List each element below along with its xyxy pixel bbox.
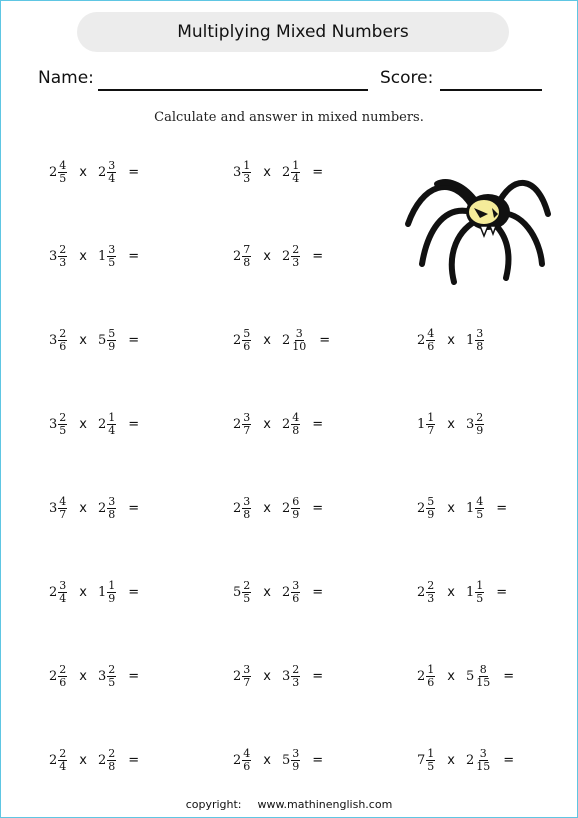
denominator: 4 xyxy=(292,171,300,185)
denominator: 8 xyxy=(108,759,116,773)
equals-sign: = xyxy=(312,248,324,264)
denominator: 4 xyxy=(108,423,116,437)
fraction xyxy=(426,580,435,605)
whole-part: 2 xyxy=(49,752,58,768)
whole-part: 7 xyxy=(417,752,426,768)
whole-part: 3 xyxy=(97,668,107,684)
problem-8 xyxy=(49,408,139,440)
numerator: 3 xyxy=(479,746,487,760)
denominator: 8 xyxy=(243,507,251,521)
fraction xyxy=(107,748,116,773)
denominator: 5 xyxy=(108,675,116,689)
mixed-number xyxy=(282,580,300,605)
whole-part: 2 xyxy=(281,332,291,348)
mixed-number xyxy=(466,496,484,521)
equals-sign: = xyxy=(319,332,331,348)
whole-part: 2 xyxy=(49,584,58,600)
equals-sign: = xyxy=(312,500,324,516)
equals-sign: = xyxy=(128,416,140,432)
fraction xyxy=(426,412,435,437)
problem-15 xyxy=(233,576,323,608)
numerator: 3 xyxy=(295,326,303,340)
multiply-sign: x xyxy=(79,584,87,600)
mixed-number xyxy=(98,412,116,437)
whole-part: 2 xyxy=(417,332,426,348)
numerator: 6 xyxy=(292,494,300,508)
numerator: 3 xyxy=(59,578,67,592)
mixed-number xyxy=(233,160,251,185)
denominator: 8 xyxy=(108,507,116,521)
multiply-sign: x xyxy=(263,668,271,684)
multiply-sign: x xyxy=(79,164,87,180)
denominator: 3 xyxy=(292,255,300,269)
mixed-number xyxy=(49,496,67,521)
whole-part: 5 xyxy=(233,584,242,600)
numerator: 2 xyxy=(59,662,67,676)
whole-part: 2 xyxy=(233,332,242,348)
numerator: 4 xyxy=(476,494,484,508)
whole-part: 2 xyxy=(97,164,107,180)
whole-part: 1 xyxy=(465,584,475,600)
denominator: 8 xyxy=(292,423,300,437)
whole-part: 2 xyxy=(417,500,426,516)
whole-part: 2 xyxy=(233,416,242,432)
numerator: 3 xyxy=(108,242,116,256)
equals-sign: = xyxy=(503,752,515,768)
numerator: 2 xyxy=(59,242,67,256)
mixed-number xyxy=(98,748,116,773)
equals-sign: = xyxy=(312,584,324,600)
fraction xyxy=(242,412,251,437)
whole-part: 3 xyxy=(281,668,291,684)
problem-12 xyxy=(233,492,323,524)
multiply-sign: x xyxy=(79,248,87,264)
fraction xyxy=(426,496,435,521)
numerator: 4 xyxy=(59,158,67,172)
fraction xyxy=(291,160,300,185)
score-label: Score: xyxy=(380,68,434,88)
fraction xyxy=(242,244,251,269)
numerator: 2 xyxy=(59,746,67,760)
mixed-number xyxy=(98,328,116,353)
whole-part: 5 xyxy=(97,332,107,348)
multiply-sign: x xyxy=(79,416,87,432)
fraction xyxy=(475,412,484,437)
whole-part: 3 xyxy=(49,500,58,516)
fraction xyxy=(426,328,435,353)
problem-4 xyxy=(233,240,323,272)
multiply-sign: x xyxy=(447,500,455,516)
numerator: 5 xyxy=(108,326,116,340)
numerator: 1 xyxy=(427,746,435,760)
denominator: 4 xyxy=(59,591,67,605)
equals-sign: = xyxy=(312,752,324,768)
whole-part: 2 xyxy=(465,752,475,768)
fraction xyxy=(107,496,116,521)
whole-part: 5 xyxy=(465,668,475,684)
mixed-number xyxy=(282,328,307,353)
mixed-number xyxy=(417,412,435,437)
denominator: 5 xyxy=(59,171,67,185)
whole-part: 2 xyxy=(49,668,58,684)
multiply-sign: x xyxy=(447,752,455,768)
multiply-sign: x xyxy=(79,668,87,684)
multiply-sign: x xyxy=(263,332,271,348)
numerator: 3 xyxy=(292,578,300,592)
fraction xyxy=(242,748,251,773)
problem-11 xyxy=(49,492,139,524)
problem-20 xyxy=(49,744,139,776)
multiply-sign: x xyxy=(263,248,271,264)
whole-part: 2 xyxy=(97,500,107,516)
spider-illustration xyxy=(402,164,552,288)
numerator: 5 xyxy=(427,494,435,508)
numerator: 1 xyxy=(476,578,484,592)
whole-part: 2 xyxy=(417,668,426,684)
fraction xyxy=(242,580,251,605)
mixed-number xyxy=(233,244,251,269)
denominator: 6 xyxy=(427,675,435,689)
fraction xyxy=(291,580,300,605)
denominator: 6 xyxy=(427,339,435,353)
denominator: 3 xyxy=(427,591,435,605)
numerator: 3 xyxy=(108,158,116,172)
whole-part: 2 xyxy=(97,416,107,432)
mixed-number xyxy=(98,160,116,185)
denominator: 5 xyxy=(476,507,484,521)
numerator: 2 xyxy=(108,662,116,676)
mixed-number xyxy=(282,244,300,269)
fraction xyxy=(475,496,484,521)
fraction xyxy=(107,580,116,605)
problem-6 xyxy=(233,324,330,356)
problem-22 xyxy=(417,744,514,776)
multiply-sign: x xyxy=(263,500,271,516)
whole-part: 1 xyxy=(465,500,475,516)
multiply-sign: x xyxy=(447,584,455,600)
mixed-number xyxy=(466,664,491,689)
numerator: 3 xyxy=(243,662,251,676)
denominator: 8 xyxy=(476,339,484,353)
denominator: 9 xyxy=(427,507,435,521)
numerator: 1 xyxy=(243,158,251,172)
equals-sign: = xyxy=(128,164,140,180)
numerator: 2 xyxy=(59,410,67,424)
equals-sign: = xyxy=(312,416,324,432)
mixed-number xyxy=(282,748,300,773)
equals-sign: = xyxy=(128,500,140,516)
numerator: 1 xyxy=(108,578,116,592)
whole-part: 2 xyxy=(417,584,426,600)
denominator: 15 xyxy=(476,759,491,773)
numerator: 2 xyxy=(59,326,67,340)
equals-sign: = xyxy=(128,584,140,600)
multiply-sign: x xyxy=(79,500,87,516)
fraction xyxy=(426,748,435,773)
fraction xyxy=(107,664,116,689)
denominator: 7 xyxy=(59,507,67,521)
whole-part: 2 xyxy=(97,752,107,768)
equals-sign: = xyxy=(128,752,140,768)
whole-part: 2 xyxy=(233,248,242,264)
fraction xyxy=(107,160,116,185)
numerator: 1 xyxy=(427,410,435,424)
multiply-sign: x xyxy=(263,584,271,600)
numerator: 4 xyxy=(427,326,435,340)
fraction xyxy=(242,160,251,185)
fraction xyxy=(291,664,300,689)
denominator: 5 xyxy=(476,591,484,605)
equals-sign: = xyxy=(496,584,508,600)
fraction xyxy=(475,328,484,353)
numerator: 4 xyxy=(292,410,300,424)
numerator: 1 xyxy=(108,410,116,424)
mixed-number xyxy=(466,328,484,353)
footer-copyright xyxy=(0,798,578,811)
whole-part: 3 xyxy=(465,416,475,432)
name-field-line xyxy=(98,89,368,91)
equals-sign: = xyxy=(128,332,140,348)
denominator: 7 xyxy=(427,423,435,437)
copyright-label: copyright: xyxy=(185,798,242,811)
whole-part: 3 xyxy=(49,332,58,348)
denominator: 6 xyxy=(243,759,251,773)
numerator: 2 xyxy=(108,746,116,760)
equals-sign: = xyxy=(312,164,324,180)
numerator: 5 xyxy=(243,326,251,340)
mixed-number xyxy=(49,580,67,605)
denominator: 9 xyxy=(292,759,300,773)
problem-18 xyxy=(233,660,323,692)
fraction xyxy=(107,412,116,437)
denominator: 3 xyxy=(292,675,300,689)
fraction xyxy=(291,496,300,521)
denominator: 3 xyxy=(59,255,67,269)
score-field-line xyxy=(440,89,542,91)
fraction xyxy=(291,328,307,353)
mixed-number xyxy=(49,664,67,689)
copyright-site[interactable]: www.mathinenglish.com xyxy=(257,798,393,811)
denominator: 6 xyxy=(292,591,300,605)
denominator: 9 xyxy=(292,507,300,521)
mixed-number xyxy=(98,496,116,521)
fraction xyxy=(242,496,251,521)
problem-10 xyxy=(417,408,484,440)
whole-part: 1 xyxy=(417,416,426,432)
denominator: 5 xyxy=(108,255,116,269)
numerator: 7 xyxy=(243,242,251,256)
denominator: 7 xyxy=(243,675,251,689)
denominator: 6 xyxy=(243,339,251,353)
denominator: 9 xyxy=(108,591,116,605)
fraction xyxy=(291,748,300,773)
problem-9 xyxy=(233,408,323,440)
multiply-sign: x xyxy=(263,416,271,432)
equals-sign: = xyxy=(128,668,140,684)
mixed-number xyxy=(417,328,435,353)
mixed-number xyxy=(233,748,251,773)
denominator: 9 xyxy=(108,339,116,353)
mixed-number xyxy=(417,580,435,605)
problem-5 xyxy=(49,324,139,356)
fraction xyxy=(107,328,116,353)
equals-sign: = xyxy=(312,668,324,684)
whole-part: 2 xyxy=(49,164,58,180)
fraction xyxy=(242,328,251,353)
multiply-sign: x xyxy=(79,332,87,348)
worksheet-title: Multiplying Mixed Numbers xyxy=(77,12,509,52)
numerator: 2 xyxy=(427,578,435,592)
fraction xyxy=(58,328,67,353)
fraction xyxy=(291,244,300,269)
fraction xyxy=(58,496,67,521)
fraction xyxy=(58,664,67,689)
denominator: 4 xyxy=(59,759,67,773)
mixed-number xyxy=(49,748,67,773)
problem-17 xyxy=(49,660,139,692)
mixed-number xyxy=(233,580,251,605)
mixed-number xyxy=(466,580,484,605)
equals-sign: = xyxy=(496,500,508,516)
problem-7 xyxy=(417,324,484,356)
whole-part: 2 xyxy=(281,248,291,264)
whole-part: 1 xyxy=(97,248,107,264)
fraction xyxy=(426,664,435,689)
mixed-number xyxy=(282,664,300,689)
fraction xyxy=(58,412,67,437)
mixed-number xyxy=(233,496,251,521)
mixed-number xyxy=(49,328,67,353)
mixed-number xyxy=(233,412,251,437)
multiply-sign: x xyxy=(447,668,455,684)
mixed-number xyxy=(417,496,435,521)
problem-1 xyxy=(49,156,139,188)
denominator: 4 xyxy=(108,171,116,185)
fraction xyxy=(58,160,67,185)
problem-13 xyxy=(417,492,507,524)
mixed-number xyxy=(98,244,116,269)
multiply-sign: x xyxy=(447,416,455,432)
numerator: 3 xyxy=(243,494,251,508)
equals-sign: = xyxy=(128,248,140,264)
problem-2 xyxy=(233,156,323,188)
whole-part: 3 xyxy=(49,416,58,432)
fraction xyxy=(475,748,491,773)
numerator: 4 xyxy=(243,746,251,760)
whole-part: 2 xyxy=(233,752,242,768)
numerator: 2 xyxy=(476,410,484,424)
multiply-sign: x xyxy=(263,752,271,768)
fraction xyxy=(242,664,251,689)
whole-part: 2 xyxy=(233,668,242,684)
numerator: 2 xyxy=(292,242,300,256)
mixed-number xyxy=(98,664,116,689)
mixed-number xyxy=(49,412,67,437)
denominator: 3 xyxy=(243,171,251,185)
whole-part: 1 xyxy=(97,584,107,600)
mixed-number xyxy=(282,160,300,185)
name-label: Name: xyxy=(38,68,94,88)
mixed-number xyxy=(49,244,67,269)
denominator: 6 xyxy=(59,675,67,689)
problem-21 xyxy=(233,744,323,776)
mixed-number xyxy=(417,748,435,773)
multiply-sign: x xyxy=(263,164,271,180)
mixed-number xyxy=(282,496,300,521)
problem-3 xyxy=(49,240,139,272)
mixed-number xyxy=(49,160,67,185)
numerator: 1 xyxy=(427,662,435,676)
problem-16 xyxy=(417,576,507,608)
whole-part: 2 xyxy=(233,500,242,516)
whole-part: 2 xyxy=(281,416,291,432)
whole-part: 2 xyxy=(281,584,291,600)
fraction xyxy=(107,244,116,269)
multiply-sign: x xyxy=(447,332,455,348)
whole-part: 3 xyxy=(233,164,242,180)
mixed-number xyxy=(233,328,251,353)
denominator: 9 xyxy=(476,423,484,437)
numerator: 8 xyxy=(479,662,487,676)
denominator: 5 xyxy=(243,591,251,605)
fraction xyxy=(291,412,300,437)
numerator: 3 xyxy=(243,410,251,424)
problem-14 xyxy=(49,576,139,608)
fraction xyxy=(58,580,67,605)
multiply-sign: x xyxy=(79,752,87,768)
numerator: 3 xyxy=(292,746,300,760)
mixed-number xyxy=(233,664,251,689)
whole-part: 2 xyxy=(281,500,291,516)
mixed-number xyxy=(466,412,484,437)
whole-part: 1 xyxy=(465,332,475,348)
denominator: 15 xyxy=(476,675,491,689)
mixed-number xyxy=(282,412,300,437)
equals-sign: = xyxy=(503,668,515,684)
fraction xyxy=(475,580,484,605)
denominator: 5 xyxy=(427,759,435,773)
numerator: 1 xyxy=(292,158,300,172)
whole-part: 2 xyxy=(281,164,291,180)
fraction xyxy=(58,244,67,269)
whole-part: 5 xyxy=(281,752,291,768)
denominator: 10 xyxy=(292,339,307,353)
problem-19 xyxy=(417,660,514,692)
mixed-number xyxy=(98,580,116,605)
denominator: 6 xyxy=(59,339,67,353)
numerator: 2 xyxy=(292,662,300,676)
denominator: 8 xyxy=(243,255,251,269)
fraction xyxy=(475,664,491,689)
numerator: 3 xyxy=(476,326,484,340)
mixed-number xyxy=(466,748,491,773)
fraction xyxy=(58,748,67,773)
denominator: 5 xyxy=(59,423,67,437)
numerator: 3 xyxy=(108,494,116,508)
denominator: 7 xyxy=(243,423,251,437)
numerator: 2 xyxy=(243,578,251,592)
whole-part: 3 xyxy=(49,248,58,264)
numerator: 4 xyxy=(59,494,67,508)
mixed-number xyxy=(417,664,435,689)
instructions-text: Calculate and answer in mixed numbers. xyxy=(154,110,424,125)
